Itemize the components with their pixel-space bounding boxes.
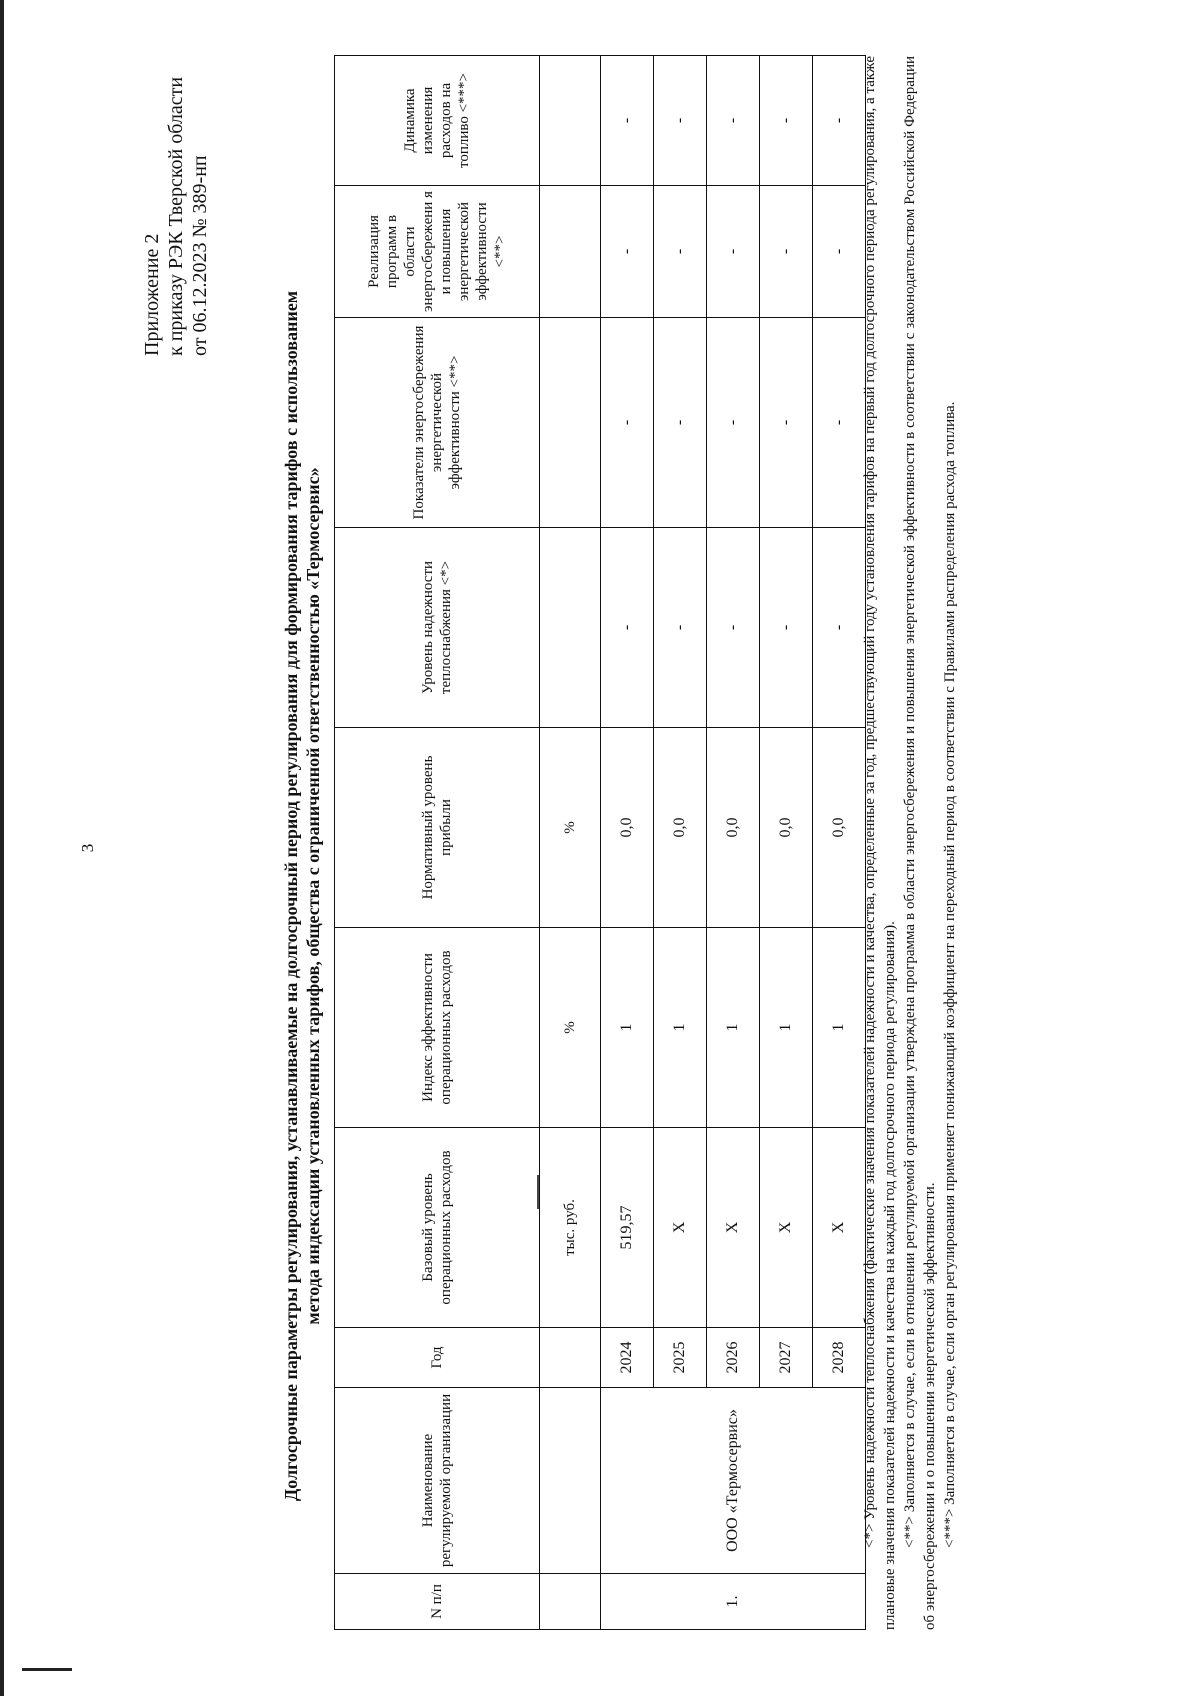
cell-base: Х xyxy=(654,1128,707,1328)
cell-energy: - xyxy=(601,318,654,528)
page-number: 3 xyxy=(78,843,97,853)
header-profit: Нормативный уровень прибыли xyxy=(335,728,540,928)
cell-index: 1 xyxy=(760,928,813,1128)
appendix-line: к приказу РЭК Тверской области xyxy=(165,76,187,356)
cell-base: 519,57 xyxy=(601,1128,654,1328)
cell-reliability: - xyxy=(654,528,707,728)
units-row xyxy=(540,56,601,1630)
cell-fuel: - xyxy=(760,56,813,186)
header-year: Год xyxy=(335,1328,540,1388)
cell-year: 2026 xyxy=(707,1328,760,1388)
header-programs: Реализация программ в области энергосбережени я и повышения энергетической эффективности <**> xyxy=(335,186,540,318)
units-cell xyxy=(540,1328,601,1388)
unit-index: % xyxy=(540,928,601,1128)
cell-fuel: - xyxy=(813,56,866,186)
cell-energy: - xyxy=(707,318,760,528)
cell-profit: 0,0 xyxy=(601,728,654,928)
cell-year: 2025 xyxy=(654,1328,707,1388)
footnote: <*> Уровень надежности теплоснабжения (фактические значения показателей надежности и качества, определенные за год, предшествующий году установления тарифов на первый год долгосрочного периода регулирования, а также плановые значения показателей надежности и качества на каждый год долгосрочного периода регулирования). xyxy=(862,56,898,1630)
header-row xyxy=(335,56,540,1630)
table-row xyxy=(601,56,654,1630)
appendix-line: от 06.12.2023 № 389-нп xyxy=(189,155,211,356)
cell-year: 2028 xyxy=(813,1328,866,1388)
header-energy: Показатели энергосбережения энергетической эффективности <**> xyxy=(335,318,540,528)
cell-programs: - xyxy=(760,186,813,318)
cell-year: 2027 xyxy=(760,1328,813,1388)
cell-energy: - xyxy=(760,318,813,528)
cell-programs: - xyxy=(654,186,707,318)
cell-programs: - xyxy=(813,186,866,318)
cell-reliability: - xyxy=(601,528,654,728)
parameters-table xyxy=(334,55,866,1630)
appendix-block xyxy=(140,77,212,356)
footnote: <**> Заполняется в случае, если в отношении регулируемой организации утверждена программа в области энергосбережения и повышения энергетической эффективности в соответствии с законодательством Российской Федерации об энергосбережении и о повышении энергетической эффективности. xyxy=(902,56,938,1630)
cell-energy: - xyxy=(813,318,866,528)
header-org: Наименование регулируемой организации xyxy=(335,1388,540,1574)
cell-index: 1 xyxy=(654,928,707,1128)
cell-profit: 0,0 xyxy=(760,728,813,928)
appendix-line: Приложение 2 xyxy=(141,233,163,356)
cell-fuel: - xyxy=(707,56,760,186)
title-line: Долгосрочные параметры регулирования, устанавливаемые на долгосрочный период регулирования для формирования тарифов с использованием xyxy=(281,290,301,1502)
cell-reliability: - xyxy=(813,528,866,728)
cell-base: Х xyxy=(760,1128,813,1328)
cell-programs: - xyxy=(601,186,654,318)
document-title xyxy=(280,246,324,1546)
cell-fuel: - xyxy=(601,56,654,186)
cell-reliability: - xyxy=(760,528,813,728)
cell-index: 1 xyxy=(601,928,654,1128)
units-cell xyxy=(540,318,601,528)
cell-programs: - xyxy=(707,186,760,318)
unit-profit: % xyxy=(540,728,601,928)
cell-profit: 0,0 xyxy=(813,728,866,928)
units-cell xyxy=(540,1574,601,1630)
cell-index: 1 xyxy=(813,928,866,1128)
units-cell xyxy=(540,56,601,186)
title-line: метода индексации установленных тарифов, общества с ограниченной ответственностью «Термосервис» xyxy=(303,467,323,1325)
units-cell xyxy=(540,1388,601,1574)
units-cell xyxy=(540,186,601,318)
header-fuel: Динамика изменения расходов на топливо <***> xyxy=(335,56,540,186)
unit-base: тыс. руб. xyxy=(540,1128,601,1328)
header-base: Базовый уровень операционных расходов xyxy=(335,1128,540,1328)
header-reliability: Уровень надежности теплоснабжения <*> xyxy=(335,528,540,728)
cell-profit: 0,0 xyxy=(707,728,760,928)
cell-base: Х xyxy=(707,1128,760,1328)
cell-energy: - xyxy=(654,318,707,528)
org-name: ООО «Термосервис» xyxy=(601,1388,866,1574)
cell-year: 2024 xyxy=(601,1328,654,1388)
units-cell xyxy=(540,528,601,728)
header-index: Индекс эффективности операционных расходов xyxy=(335,928,540,1128)
cell-base: Х xyxy=(813,1128,866,1328)
footnotes xyxy=(860,56,960,1630)
cell-fuel: - xyxy=(654,56,707,186)
footnote: <***> Заполняется в случае, если орган регулирования применяет понижающий коэффициент на переходный период в соответствии с Правилами распределения расхода топлива. xyxy=(942,401,958,1548)
header-num: N п/п xyxy=(335,1574,540,1630)
cell-index: 1 xyxy=(707,928,760,1128)
row-number: 1. xyxy=(601,1574,866,1630)
cell-reliability: - xyxy=(707,528,760,728)
cell-profit: 0,0 xyxy=(654,728,707,928)
